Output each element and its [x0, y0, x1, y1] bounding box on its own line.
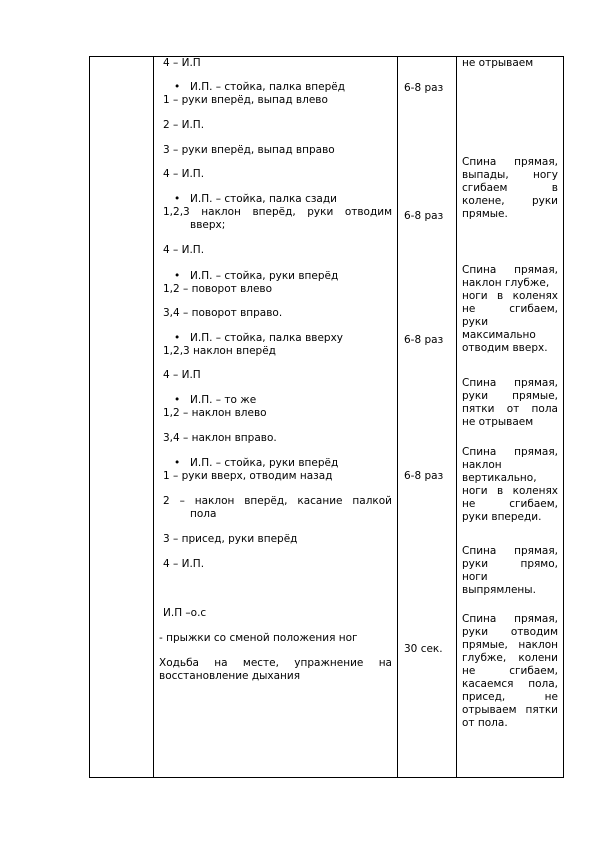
note-line: Спина прямая, [462, 264, 558, 276]
note-line: ноги в коленях [462, 290, 558, 302]
exercise-line: 1 – руки вперёд, выпад влево [163, 94, 328, 106]
note-line: не сгибаем, [462, 498, 558, 510]
exercise-start-position: • И.П. – стойка, палка вперёд [190, 81, 345, 94]
note-line: Спина прямая, [462, 156, 558, 168]
exercise-start-position: • И.П. – то же [190, 394, 256, 407]
dosage-value: 30 сек. [404, 643, 443, 655]
note-block [462, 377, 558, 429]
note-line: выпады, ногу [462, 169, 558, 181]
note-line: Спина прямая, [462, 545, 558, 557]
note-line: касаемся пола, [462, 678, 558, 690]
exercise-line: 4 – И.П. [163, 244, 205, 256]
note-line: ноги [462, 571, 488, 583]
note-block [462, 156, 558, 221]
note-line: не отрываем [462, 57, 534, 69]
exercise-line: 3,4 – поворот вправо. [163, 307, 283, 319]
note-block [462, 545, 558, 597]
exercise-start-position: • И.П. – стойка, палка вверху [190, 332, 343, 345]
exercise-line: 2 – наклон вперёд, касание палкой [163, 495, 392, 507]
exercise-line: пола [190, 508, 217, 520]
exercise-line: 4 – И.П [163, 57, 201, 69]
note-line: руки отводим [462, 626, 558, 638]
exercise-line: 3,4 – наклон вправо. [163, 432, 277, 444]
exercise-line: И.П –о.с [163, 607, 207, 619]
exercise-start-position: • И.П. – стойка, палка сзади [190, 193, 337, 206]
exercise-line: 4 – И.П [163, 369, 201, 381]
note-block [462, 613, 558, 730]
exercise-line: 4 – И.П. [163, 558, 205, 570]
note-line: вертикально, [462, 472, 537, 484]
exercise-line: 3 – присед, руки вперёд [163, 533, 298, 545]
exercise-line: 4 – И.П. [163, 168, 205, 180]
exercise-line: 2 – И.П. [163, 119, 205, 131]
note-line: руки прямо, [462, 558, 558, 570]
dosage-value: 6-8 раз [404, 470, 444, 482]
exercise-line: 1,2 – наклон влево [163, 407, 267, 419]
note-line: не отрываем [462, 416, 534, 428]
note-line: присед, не [462, 691, 558, 703]
note-line: Спина прямая, [462, 377, 558, 389]
dosage-value: 6-8 раз [404, 210, 444, 222]
note-line: руки впереди. [462, 511, 542, 523]
note-line: максимально [462, 329, 536, 341]
note-line: выпрямлены. [462, 584, 536, 596]
note-block [462, 264, 558, 355]
note-line: руки [462, 316, 489, 328]
exercise-line: 1,2 – поворот влево [163, 283, 273, 295]
note-line: прямые. [462, 208, 508, 220]
note-line: отрываем пятки [462, 704, 558, 716]
exercise-line: восстановление дыхания [159, 670, 301, 682]
dosage-value: 6-8 раз [404, 334, 444, 346]
exercise-line: 3 – руки вперёд, выпад вправо [163, 144, 335, 156]
note-line: наклон [462, 459, 502, 471]
note-line: колене, руки [462, 195, 558, 207]
note-line: наклон глубже, [462, 277, 550, 289]
exercise-start-position: • И.П. – стойка, руки вперёд [190, 457, 338, 470]
exercise-line: 1,2,3 наклон вперёд, руки отводим [163, 206, 392, 218]
note-line: ноги в коленях [462, 485, 558, 497]
note-line: прямые, наклон [462, 639, 558, 651]
note-line: Спина прямая, [462, 446, 558, 458]
exercise-start-position: • И.П. – стойка, руки вперёд [190, 270, 338, 283]
note-line: от пола. [462, 717, 508, 729]
exercise-line: вверх; [190, 219, 226, 231]
note-line: не сгибаем, [462, 303, 558, 315]
note-line: сгибаем в [462, 182, 558, 194]
exercise-line: 1 – руки вверх, отводим назад [163, 470, 333, 482]
exercise-line: - прыжки со сменой положения ног [159, 632, 358, 644]
exercise-line: Ходьба на месте, упражнение на [159, 657, 392, 669]
note-line: отводим вверх. [462, 342, 548, 354]
dosage-value: 6-8 раз [404, 82, 444, 94]
note-line: пятки от пола [462, 403, 558, 415]
note-line: глубже, колени [462, 652, 558, 664]
note-line: не сгибаем, [462, 665, 558, 677]
note-line: Спина прямая, [462, 613, 558, 625]
exercise-line: 1,2,3 наклон вперёд [163, 345, 276, 357]
note-block [462, 446, 558, 524]
note-line: руки прямые, [462, 390, 558, 402]
